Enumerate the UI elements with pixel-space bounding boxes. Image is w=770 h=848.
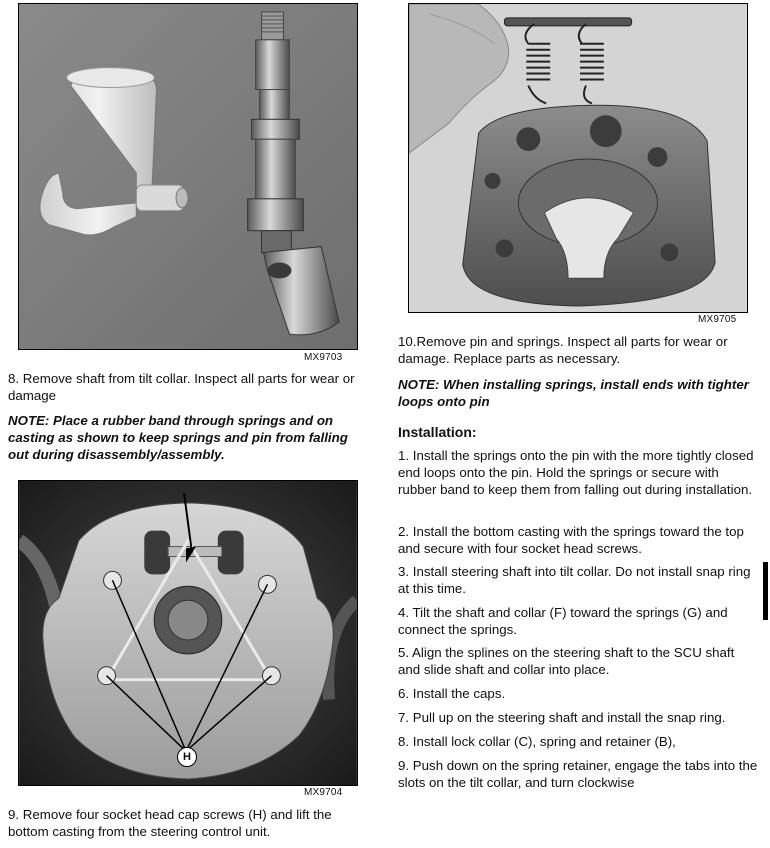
figure-caption: MX9705 <box>698 314 737 325</box>
install-step-2: 2. Install the bottom casting with the springs toward the top and secure with four socket head screws. <box>398 524 744 556</box>
step-10-remove-pin: 10.Remove pin and springs. Inspect all parts for wear or damage. Replace parts as necessary. <box>398 334 728 366</box>
install-step-3: 3. Install steering shaft into tilt collar. Do not install snap ring at this time. <box>398 564 751 596</box>
installation-heading: Installation: <box>398 424 477 440</box>
install-step-4: 4. Tilt the shaft and collar (F) toward the springs (G) and connect the springs. <box>398 605 728 637</box>
install-step-8: 8. Install lock collar (C), spring and retainer (B), <box>398 734 676 749</box>
install-step-1: 1. Install the springs onto the pin with the more tightly closed end loops onto the pin. Hold the springs or secure with rubber band to keep them from falling out during installation. <box>398 448 754 497</box>
figure-shaft-and-tilt-collar <box>18 3 358 350</box>
note-rubber-band: NOTE: Place a rubber band through springs and on casting as shown to keep springs and pin from falling out during disassembly/assembly. <box>8 413 348 462</box>
step-8-remove-shaft: 8. Remove shaft from tilt collar. Inspect all parts for wear or damage <box>8 371 355 403</box>
note-tighter-loops: NOTE: When installing springs, install ends with tighter loops onto pin <box>398 377 749 409</box>
bottom-casting-photo <box>19 481 357 785</box>
shaft-collar-photo <box>19 4 357 349</box>
callout-h-text: H <box>183 751 191 763</box>
install-step-9: 9. Push down on the spring retainer, engage the tabs into the slots on the tilt collar, and turn clockwise <box>398 758 758 790</box>
figure-bottom-casting <box>18 480 358 786</box>
pin-springs-photo <box>409 4 747 312</box>
install-step-5: 5. Align the splines on the steering shaft to the SCU shaft and slide shaft and collar into place. <box>398 645 735 677</box>
install-step-6: 6. Install the caps. <box>398 686 506 701</box>
install-step-7: 7. Pull up on the steering shaft and install the snap ring. <box>398 710 726 725</box>
figure-caption: MX9703 <box>304 352 343 363</box>
step-9-remove-screws: 9. Remove four socket head cap screws (H) and lift the bottom casting from the steering control unit. <box>8 807 332 839</box>
figure-caption: MX9704 <box>304 787 343 798</box>
callout-h-label <box>177 747 197 767</box>
figure-pin-and-springs <box>408 3 748 313</box>
section-thumb-tab <box>763 562 768 620</box>
